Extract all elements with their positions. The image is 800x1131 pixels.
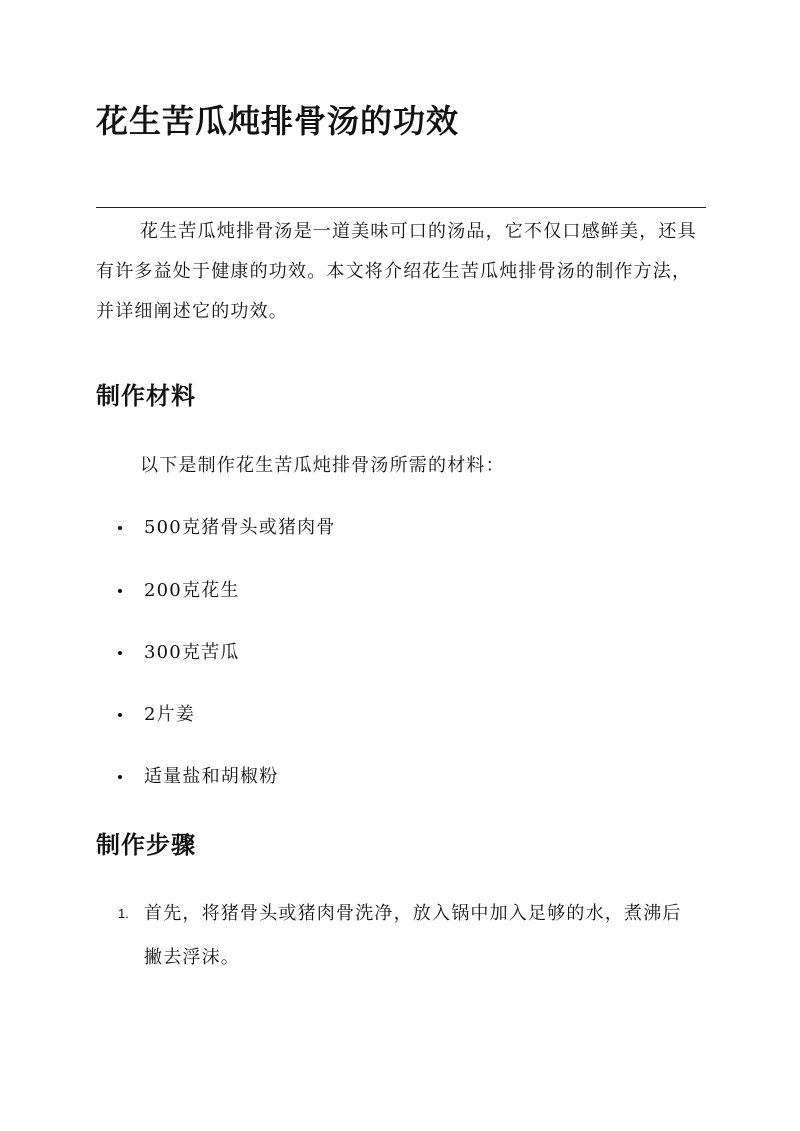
step-text: 首先，将猪骨头或猪肉骨洗净，放入锅中加入足够的水，煮沸后撇去浮沫。 — [144, 903, 682, 968]
document-title: 花生苦瓜炖排骨汤的功效 — [96, 102, 460, 140]
bullet-icon — [118, 775, 122, 779]
bullet-icon — [118, 589, 122, 593]
materials-lead: 以下是制作花生苦瓜炖排骨汤所需的材料： — [140, 455, 505, 476]
materials-heading: 制作材料 — [96, 381, 196, 410]
steps-heading: 制作步骤 — [96, 830, 196, 859]
material-text: 300克苦瓜 — [144, 642, 240, 663]
material-text: 500克猪骨头或猪肉骨 — [144, 517, 336, 538]
material-text: 适量盐和胡椒粉 — [144, 766, 279, 787]
bullet-icon — [118, 713, 122, 717]
intro-paragraph: 花生苦瓜炖排骨汤是一道美味可口的汤品，它不仅口感鲜美，还具有许多益处于健康的功效。本文将介绍花生苦瓜炖排骨汤的制作方法，并详细阐述它的功效。 — [96, 221, 697, 322]
bullet-icon — [118, 526, 122, 530]
bullet-icon — [118, 651, 122, 655]
material-text: 200克花生 — [144, 580, 240, 601]
material-text: 2片姜 — [144, 704, 196, 725]
title-divider — [96, 207, 706, 208]
step-number: 1. — [118, 906, 129, 921]
